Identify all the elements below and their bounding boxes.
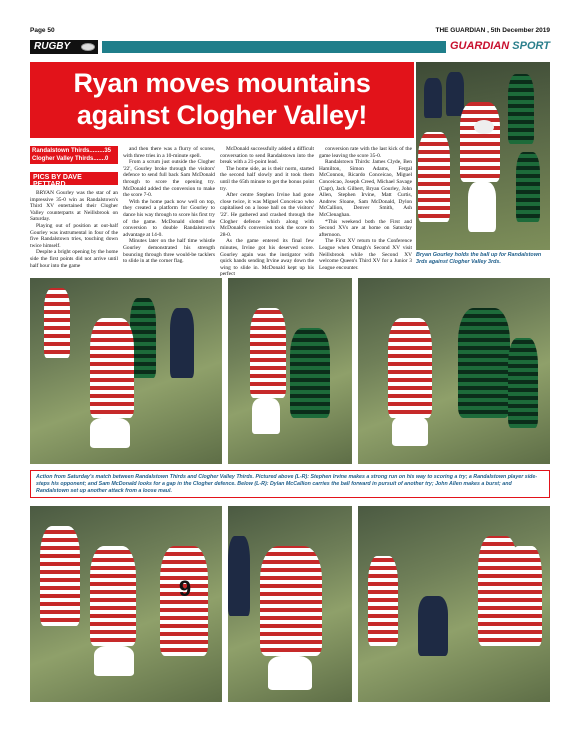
action-caption: Action from Saturday's match between Randalstown Thirds and Clogher Valley Thirds. Pictured above (L-R): Stephen Irvine makes a strong run on his way to scoring a try; a Randalstown player side-steps his opponent; and Sam McDonald looks for a gap in the Clogher defence. Below (L-R): Dylan McCallion carries the ball forward in pursuit of another try; John Allen makes a burst; and Randalstown set up another attack from a loose maul.	[30, 470, 550, 498]
paragraph: Despite a bright opening by the home side the first points did not arrive until half hour into the game	[30, 249, 118, 269]
paragraph: With the home pack now well on top, they created a platform for Gourley to dance his way through to score his first try of the game. McDonald slotted the conversion to double Randalstown's advantage at 14-0.	[123, 198, 215, 238]
byline: PICS BY DAVE PETTARD	[30, 172, 118, 185]
paragraph: and then there was a flurry of scores, with three tries in a 10-minute spell.	[123, 146, 215, 159]
paragraph: Randalstown Thirds: James Clyde, Ben Hamilton, Simon Adams, Fergal McConnon, Ricardo Conceicao, Miguel Conceicao, Joseph Creed, Michael Savage (Capt), Jack Gilbert, Bryan Gourley, John Allen, Stephen Irvine, Matt Curtis, Andrew Sloane, Sam McDonald, Dylon McCallion, Denver Smith, Ash McClenaghan.	[319, 159, 412, 218]
article-col-2	[123, 146, 215, 265]
brand-logo	[450, 40, 550, 52]
score-box	[30, 146, 118, 164]
paragraph: Minutes later on the half time whistle Gourley demonstrated his strength bouncing through three would-be tacklers to slide in at the corner flag.	[123, 238, 215, 265]
page-number: Page 50	[30, 27, 55, 34]
band-bar	[102, 41, 446, 53]
section-label-text: RUGBY	[34, 41, 71, 52]
paragraph: conversion rate with the last kick of the game leaving the score 35-0.	[319, 146, 412, 159]
brand-b: SPORT	[512, 40, 550, 52]
paragraph: After centre Stephen Irvine had gone close twice, it was Miguel Conceicao who capitalised on a loose ball on the visitors' '22'. He gathered and crashed through the Clogher defence which along with McDonald's conversion took the score to 28-0.	[220, 192, 314, 238]
paragraph: The First XV return to the Conference League when Omagh's Second XV visit Neillsbrook while the Second XV welcome Queen's Third XV for a Junior 3 League encounter.	[319, 238, 412, 271]
article-col-1	[30, 190, 118, 269]
jersey-number: 9	[178, 576, 192, 601]
page-header	[30, 25, 550, 37]
article-col-3	[220, 146, 314, 278]
score-home: Randalstown Thirds.........35	[32, 148, 112, 154]
photo-sidestep	[228, 278, 352, 464]
photo-irvine-run	[30, 278, 222, 464]
paragraph: McDonald successfully added a difficult conversation to send Randalstown into the break with a 21-point lead.	[220, 146, 314, 166]
photo-gourley	[416, 62, 550, 250]
paragraph: As the game entered its final few minutes, Irvine got his deserved score. Gourley again was the instigator with quick hands sending Irvine away down the wing to slide in. McDonald kept up his perfect	[220, 238, 314, 278]
photo-allen-burst	[228, 506, 352, 702]
paper-date: THE GUARDIAN , 5th December 2019	[435, 27, 550, 34]
section-label	[30, 40, 98, 54]
score-away: Clogher Valley Thirds.......0	[32, 156, 109, 162]
section-band	[30, 40, 550, 54]
brand-a: GUARDIAN	[449, 40, 510, 52]
paragraph: Playing out of position at out-half Gourley was instrumental in four of the five Randalstown tries, touching down twice himself.	[30, 222, 118, 249]
paragraph: From a scrum just outside the Clogher '22', Gourley broke through the visitors' defence to send full back Sam McDonald through to score the opening try. McDonald added the conversion to make the score 7-0.	[123, 159, 215, 199]
photo-mcdonald-gap	[358, 278, 550, 464]
article-col-4	[319, 146, 412, 271]
photo-mccallion-carry	[30, 506, 222, 702]
paragraph: BRYAN Gourley was the star of an impressive 35-0 win as Randalstown's Third XV entertained their Clogher Valley counterparts at Neillsbrook on Saturday.	[30, 190, 118, 223]
paragraph: The home side, as is their norm, started the second half slowly and it took them until the 65th minute to get the bonus point try.	[220, 165, 314, 192]
paragraph: *This weekend both the First and Second XVs are at home on Saturday afternoon.	[319, 218, 412, 238]
photo-loose-maul	[358, 506, 550, 702]
headline: Ryan moves mountains against Clogher Valley!	[30, 62, 414, 138]
photo-caption: Bryan Gourley holds the ball up for Randalstown 3rds against Clogher Valley 3rds.	[416, 252, 542, 265]
rugby-ball-icon	[81, 43, 95, 51]
